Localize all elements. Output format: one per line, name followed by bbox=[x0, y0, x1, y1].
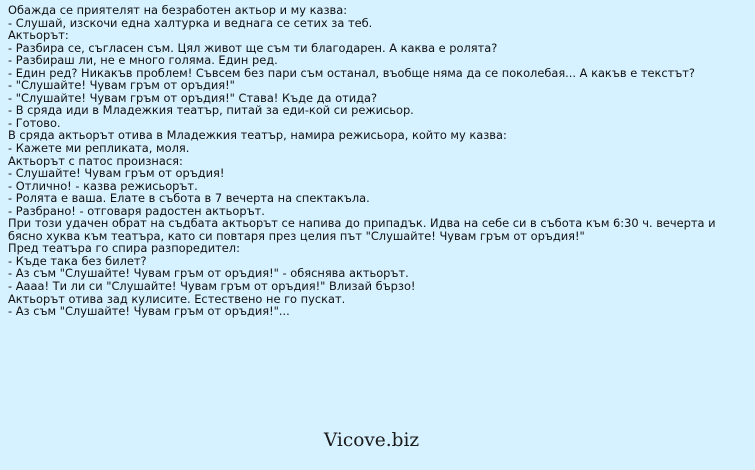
joke-line: Пред театъра го спира разпоредител: bbox=[8, 241, 240, 256]
joke-line: Актьорът отива зад кулисите. Естествено не го пускат. bbox=[8, 291, 346, 306]
joke-line: Актьорът с патос произнася: bbox=[8, 153, 183, 168]
joke-line: - В сряда иди в Младежкия театър, питай за еди-кой си режисьор. bbox=[8, 103, 414, 118]
joke-line: - Къде така без билет? bbox=[8, 253, 147, 268]
joke-line: - Кажете ми репликата, моля. bbox=[8, 141, 190, 156]
joke-line: - Аз съм "Слушайте! Чувам гръм от оръдия!"... bbox=[8, 304, 290, 319]
joke-text bbox=[8, 4, 748, 318]
joke-line: Актьорът: bbox=[8, 28, 69, 43]
joke-line: - Аз съм "Слушайте! Чувам гръм от оръдия!" - обяснява актьорът. bbox=[8, 266, 409, 281]
site-watermark bbox=[0, 430, 755, 451]
joke-line: - Отлично! - казва режисьорът. bbox=[8, 178, 198, 193]
joke-line: - Аааа! Ти ли си "Слушайте! Чувам гръм от оръдия!" Влизай бързо! bbox=[8, 279, 416, 294]
joke-line: - Слушайте! Чувам гръм от оръдия! bbox=[8, 166, 225, 181]
joke-line: Обажда се приятелят на безработен актьор и му казва: bbox=[8, 3, 348, 17]
joke-line: При този удачен обрат на съдбата актьорът се напива до припадък. Идва на себе си в събота към 6:30 ч. вечерта и бясно хуква към театъра, като си повтаря през целия път "Слушайте! Чувам гръм от оръдия!" bbox=[8, 216, 716, 243]
joke-line: - Готово. bbox=[8, 115, 61, 130]
joke-line: - Разбрано! - отговаря радостен актьорът. bbox=[8, 203, 265, 218]
joke-line: - Разбира се, съгласен съм. Цял живот ще съм ти благодарен. А каква е ролята? bbox=[8, 40, 498, 55]
joke-line: - "Слушайте! Чувам гръм от оръдия!" bbox=[8, 78, 235, 93]
joke-line: В сряда актьорът отива в Младежкия театър, намира режисьора, който му казва: bbox=[8, 128, 507, 143]
site-name: Vicove.biz bbox=[323, 430, 420, 451]
joke-line: - Разбираш ли, не е много голяма. Един ред. bbox=[8, 53, 278, 68]
joke-line: - "Слушайте! Чувам гръм от оръдия!" Става! Къде да отида? bbox=[8, 90, 378, 105]
joke-line: - Ролята е ваша. Елате в събота в 7 вечерта на спектакъла. bbox=[8, 191, 370, 206]
joke-line: - Един ред? Никакъв проблем! Съвсем без пари съм останал, въобще няма да се поколебая... А какъв е текстът? bbox=[8, 65, 695, 80]
joke-line: - Слушай, изскочи една халтурка и веднага се сетих за теб. bbox=[8, 15, 373, 30]
